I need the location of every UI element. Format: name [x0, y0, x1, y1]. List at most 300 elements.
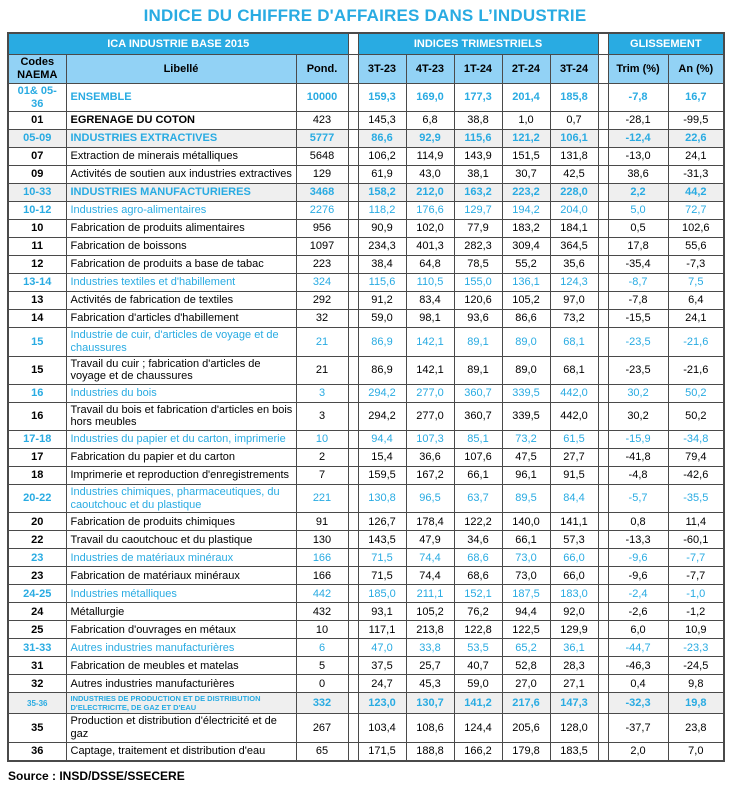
cell-2t24: 151,5: [502, 148, 550, 166]
cell-label: EGRENAGE DU COTON: [66, 112, 296, 130]
table-row: [8, 639, 724, 657]
cell-label: Fabrication de produits alimentaires: [66, 220, 296, 238]
cell-4t23: 43,0: [406, 166, 454, 184]
cell-an: -7,3: [668, 256, 724, 274]
cell-label: ENSEMBLE: [66, 84, 296, 112]
cell-an: 23,8: [668, 714, 724, 742]
cell-trim: -8,7: [608, 274, 668, 292]
cell-3t23: 115,6: [358, 274, 406, 292]
cell-4t23: 110,5: [406, 274, 454, 292]
cell-trim: -15,5: [608, 310, 668, 328]
column-gap: [598, 549, 608, 567]
cell-an: -7,7: [668, 549, 724, 567]
cell-pond: 21: [296, 328, 348, 356]
cell-label: Fabrication de boissons: [66, 238, 296, 256]
cell-pond: 5648: [296, 148, 348, 166]
column-gap: [348, 328, 358, 356]
cell-3t23: 185,0: [358, 585, 406, 603]
cell-pond: 2276: [296, 202, 348, 220]
cell-label: Autres industries manufacturières: [66, 675, 296, 693]
cell-code: 22: [8, 531, 66, 549]
cell-3t24: 129,9: [550, 621, 598, 639]
cell-pond: 166: [296, 567, 348, 585]
cell-2t24: 66,1: [502, 531, 550, 549]
cell-2t24: 94,4: [502, 603, 550, 621]
cell-trim: 30,2: [608, 384, 668, 402]
cell-label: Industries chimiques, pharmaceutiques, du caoutchouc et du plastique: [66, 485, 296, 513]
table-row: [8, 467, 724, 485]
cell-3t23: 24,7: [358, 675, 406, 693]
column-gap: [348, 274, 358, 292]
cell-3t24: 27,7: [550, 449, 598, 467]
column-gap: [598, 220, 608, 238]
cell-3t23: 145,3: [358, 112, 406, 130]
cell-4t23: 178,4: [406, 513, 454, 531]
cell-label: Industries du bois: [66, 384, 296, 402]
cell-1t24: 34,6: [454, 531, 502, 549]
cell-pond: 432: [296, 603, 348, 621]
table-row: [8, 714, 724, 742]
cell-3t24: 92,0: [550, 603, 598, 621]
column-gap: [348, 603, 358, 621]
cell-4t23: 6,8: [406, 112, 454, 130]
cell-3t23: 117,1: [358, 621, 406, 639]
cell-code: 09: [8, 166, 66, 184]
cell-1t24: 122,8: [454, 621, 502, 639]
table-row: [8, 130, 724, 148]
cell-an: 16,7: [668, 84, 724, 112]
cell-pond: 267: [296, 714, 348, 742]
cell-4t23: 114,9: [406, 148, 454, 166]
column-gap: [348, 384, 358, 402]
cell-1t24: 360,7: [454, 402, 502, 430]
cell-2t24: 223,2: [502, 184, 550, 202]
cell-1t24: 76,2: [454, 603, 502, 621]
cell-code: 01& 05-36: [8, 84, 66, 112]
column-gap: [598, 431, 608, 449]
column-gap: [348, 485, 358, 513]
cell-label: Autres industries manufacturières: [66, 639, 296, 657]
cell-trim: -15,9: [608, 431, 668, 449]
cell-trim: 2,0: [608, 742, 668, 761]
group-header-base: ICA INDUSTRIE BASE 2015: [8, 33, 348, 55]
column-gap: [348, 55, 358, 84]
cell-pond: 956: [296, 220, 348, 238]
cell-4t23: 45,3: [406, 675, 454, 693]
table-row: [8, 356, 724, 384]
cell-code: 14: [8, 310, 66, 328]
cell-trim: 2,2: [608, 184, 668, 202]
cell-3t23: 86,6: [358, 130, 406, 148]
cell-1t24: 40,7: [454, 657, 502, 675]
cell-pond: 442: [296, 585, 348, 603]
cell-pond: 324: [296, 274, 348, 292]
cell-4t23: 130,7: [406, 693, 454, 714]
cell-3t24: 183,5: [550, 742, 598, 761]
cell-3t23: 143,5: [358, 531, 406, 549]
cell-pond: 292: [296, 292, 348, 310]
cell-2t24: 339,5: [502, 384, 550, 402]
cell-code: 25: [8, 621, 66, 639]
cell-trim: -9,6: [608, 549, 668, 567]
cell-3t23: 90,9: [358, 220, 406, 238]
cell-label: Fabrication de matériaux minéraux: [66, 567, 296, 585]
cell-3t23: 106,2: [358, 148, 406, 166]
cell-3t24: 106,1: [550, 130, 598, 148]
cell-3t24: 84,4: [550, 485, 598, 513]
cell-trim: -12,4: [608, 130, 668, 148]
cell-trim: -44,7: [608, 639, 668, 657]
cell-trim: -23,5: [608, 356, 668, 384]
cell-2t24: 55,2: [502, 256, 550, 274]
cell-3t24: 73,2: [550, 310, 598, 328]
cell-1t24: 89,1: [454, 356, 502, 384]
table-row: [8, 292, 724, 310]
table-row: [8, 238, 724, 256]
cell-an: 55,6: [668, 238, 724, 256]
table-row: [8, 485, 724, 513]
cell-code: 13-14: [8, 274, 66, 292]
cell-label: Fabrication de produits a base de tabac: [66, 256, 296, 274]
cell-label: Industrie de cuir, d'articles de voyage et de chaussures: [66, 328, 296, 356]
column-gap: [598, 33, 608, 55]
cell-code: 24: [8, 603, 66, 621]
column-gap: [598, 148, 608, 166]
cell-trim: -9,6: [608, 567, 668, 585]
cell-3t24: 28,3: [550, 657, 598, 675]
cell-1t24: 152,1: [454, 585, 502, 603]
cell-code: 20: [8, 513, 66, 531]
cell-code: 16: [8, 384, 66, 402]
cell-2t24: 96,1: [502, 467, 550, 485]
cell-an: 7,0: [668, 742, 724, 761]
cell-pond: 10000: [296, 84, 348, 112]
cell-code: 24-25: [8, 585, 66, 603]
cell-3t23: 38,4: [358, 256, 406, 274]
column-gap: [348, 693, 358, 714]
cell-3t24: 124,3: [550, 274, 598, 292]
cell-3t23: 15,4: [358, 449, 406, 467]
cell-an: -21,6: [668, 328, 724, 356]
cell-4t23: 401,3: [406, 238, 454, 256]
cell-3t23: 294,2: [358, 402, 406, 430]
cell-an: 7,5: [668, 274, 724, 292]
cell-1t24: 115,6: [454, 130, 502, 148]
cell-1t24: 177,3: [454, 84, 502, 112]
cell-pond: 130: [296, 531, 348, 549]
cell-1t24: 163,2: [454, 184, 502, 202]
cell-3t24: 128,0: [550, 714, 598, 742]
column-gap: [598, 742, 608, 761]
cell-2t24: 73,0: [502, 549, 550, 567]
table-row: [8, 449, 724, 467]
cell-3t24: 204,0: [550, 202, 598, 220]
cell-code: 31-33: [8, 639, 66, 657]
cell-4t23: 169,0: [406, 84, 454, 112]
cell-an: -35,5: [668, 485, 724, 513]
table-row: [8, 567, 724, 585]
cell-3t24: 183,0: [550, 585, 598, 603]
cell-2t24: 140,0: [502, 513, 550, 531]
cell-label: Activités de fabrication de textiles: [66, 292, 296, 310]
column-gap: [348, 356, 358, 384]
cell-pond: 129: [296, 166, 348, 184]
cell-3t23: 37,5: [358, 657, 406, 675]
group-header-glissement: GLISSEMENT: [608, 33, 724, 55]
column-gap: [598, 166, 608, 184]
cell-1t24: 38,8: [454, 112, 502, 130]
cell-code: 32: [8, 675, 66, 693]
ica-indices-table: [7, 32, 725, 762]
cell-an: -31,3: [668, 166, 724, 184]
cell-label: Fabrication d'articles d'habillement: [66, 310, 296, 328]
column-gap: [598, 202, 608, 220]
cell-code: 10: [8, 220, 66, 238]
cell-2t24: 205,6: [502, 714, 550, 742]
cell-2t24: 179,8: [502, 742, 550, 761]
cell-an: 72,7: [668, 202, 724, 220]
cell-label: Fabrication de meubles et matelas: [66, 657, 296, 675]
cell-3t23: 103,4: [358, 714, 406, 742]
cell-4t23: 277,0: [406, 402, 454, 430]
cell-pond: 6: [296, 639, 348, 657]
cell-trim: 38,6: [608, 166, 668, 184]
column-header-an: An (%): [668, 55, 724, 84]
cell-1t24: 53,5: [454, 639, 502, 657]
cell-3t24: 36,1: [550, 639, 598, 657]
column-gap: [598, 256, 608, 274]
table-header: [8, 33, 724, 84]
table-row: [8, 675, 724, 693]
column-header-1t24: 1T-24: [454, 55, 502, 84]
cell-label: Fabrication du papier et du carton: [66, 449, 296, 467]
cell-pond: 1097: [296, 238, 348, 256]
cell-pond: 21: [296, 356, 348, 384]
cell-trim: -7,8: [608, 84, 668, 112]
cell-4t23: 188,8: [406, 742, 454, 761]
cell-pond: 10: [296, 621, 348, 639]
cell-an: -24,5: [668, 657, 724, 675]
cell-4t23: 108,6: [406, 714, 454, 742]
cell-pond: 10: [296, 431, 348, 449]
cell-3t24: 0,7: [550, 112, 598, 130]
cell-an: 50,2: [668, 402, 724, 430]
cell-3t24: 97,0: [550, 292, 598, 310]
cell-code: 01: [8, 112, 66, 130]
cell-3t23: 294,2: [358, 384, 406, 402]
cell-3t24: 68,1: [550, 356, 598, 384]
cell-3t24: 442,0: [550, 384, 598, 402]
cell-1t24: 122,2: [454, 513, 502, 531]
cell-code: 35-36: [8, 693, 66, 714]
column-gap: [598, 675, 608, 693]
cell-3t24: 364,5: [550, 238, 598, 256]
cell-4t23: 74,4: [406, 567, 454, 585]
cell-code: 23: [8, 567, 66, 585]
cell-an: 11,4: [668, 513, 724, 531]
column-gap: [348, 148, 358, 166]
column-gap: [598, 184, 608, 202]
cell-pond: 3: [296, 384, 348, 402]
cell-an: 10,9: [668, 621, 724, 639]
cell-2t24: 194,2: [502, 202, 550, 220]
cell-3t23: 86,9: [358, 328, 406, 356]
table-row: [8, 274, 724, 292]
cell-pond: 423: [296, 112, 348, 130]
cell-3t24: 228,0: [550, 184, 598, 202]
column-header-pond: Pond.: [296, 55, 348, 84]
cell-pond: 5777: [296, 130, 348, 148]
cell-4t23: 64,8: [406, 256, 454, 274]
cell-3t23: 61,9: [358, 166, 406, 184]
column-gap: [598, 513, 608, 531]
cell-1t24: 120,6: [454, 292, 502, 310]
cell-trim: -37,7: [608, 714, 668, 742]
cell-code: 07: [8, 148, 66, 166]
cell-an: -1,2: [668, 603, 724, 621]
cell-2t24: 183,2: [502, 220, 550, 238]
cell-2t24: 339,5: [502, 402, 550, 430]
column-gap: [348, 657, 358, 675]
column-gap: [348, 402, 358, 430]
table-row: [8, 431, 724, 449]
cell-code: 18: [8, 467, 66, 485]
cell-code: 23: [8, 549, 66, 567]
cell-label: INDUSTRIES DE PRODUCTION ET DE DISTRIBUTION D'ELECTRICITE, DE GAZ ET D'EAU: [66, 693, 296, 714]
column-gap: [598, 130, 608, 148]
table-row: [8, 84, 724, 112]
cell-2t24: 89,0: [502, 328, 550, 356]
cell-3t24: 68,1: [550, 328, 598, 356]
column-gap: [348, 220, 358, 238]
cell-label: Fabrication de produits chimiques: [66, 513, 296, 531]
column-header-2t24: 2T-24: [502, 55, 550, 84]
cell-4t23: 47,9: [406, 531, 454, 549]
cell-1t24: 77,9: [454, 220, 502, 238]
column-gap: [598, 112, 608, 130]
cell-label: Industries métalliques: [66, 585, 296, 603]
cell-trim: 0,5: [608, 220, 668, 238]
column-gap: [348, 714, 358, 742]
table-row: [8, 549, 724, 567]
source-note: Source : INSD/DSSE/SSECERE: [8, 768, 185, 783]
column-gap: [348, 256, 358, 274]
cell-label: Fabrication d'ouvrages en métaux: [66, 621, 296, 639]
cell-3t24: 66,0: [550, 567, 598, 585]
cell-pond: 65: [296, 742, 348, 761]
cell-trim: 5,0: [608, 202, 668, 220]
cell-1t24: 124,4: [454, 714, 502, 742]
cell-4t23: 176,6: [406, 202, 454, 220]
cell-trim: -32,3: [608, 693, 668, 714]
table-row: [8, 220, 724, 238]
column-gap: [348, 549, 358, 567]
cell-pond: 7: [296, 467, 348, 485]
cell-code: 16: [8, 402, 66, 430]
table-row: [8, 657, 724, 675]
cell-label: Industries textiles et d'habillement: [66, 274, 296, 292]
cell-2t24: 73,2: [502, 431, 550, 449]
table-row: [8, 202, 724, 220]
cell-3t24: 61,5: [550, 431, 598, 449]
cell-trim: -2,6: [608, 603, 668, 621]
cell-2t24: 30,7: [502, 166, 550, 184]
column-gap: [348, 675, 358, 693]
cell-4t23: 83,4: [406, 292, 454, 310]
cell-3t24: 42,5: [550, 166, 598, 184]
table-row: [8, 384, 724, 402]
cell-1t24: 78,5: [454, 256, 502, 274]
cell-trim: -41,8: [608, 449, 668, 467]
cell-3t24: 27,1: [550, 675, 598, 693]
cell-3t24: 66,0: [550, 549, 598, 567]
cell-1t24: 93,6: [454, 310, 502, 328]
cell-label: Industries de matériaux minéraux: [66, 549, 296, 567]
cell-trim: -46,3: [608, 657, 668, 675]
cell-4t23: 142,1: [406, 328, 454, 356]
cell-1t24: 38,1: [454, 166, 502, 184]
column-header-3t23: 3T-23: [358, 55, 406, 84]
cell-3t24: 35,6: [550, 256, 598, 274]
cell-trim: -2,4: [608, 585, 668, 603]
column-header-libelle: Libellé: [66, 55, 296, 84]
cell-pond: 32: [296, 310, 348, 328]
cell-3t23: 234,3: [358, 238, 406, 256]
cell-4t23: 167,2: [406, 467, 454, 485]
cell-label: Industries agro-alimentaires: [66, 202, 296, 220]
cell-pond: 221: [296, 485, 348, 513]
column-gap: [598, 328, 608, 356]
cell-pond: 166: [296, 549, 348, 567]
cell-3t23: 158,2: [358, 184, 406, 202]
column-gap: [348, 84, 358, 112]
cell-trim: 17,8: [608, 238, 668, 256]
column-gap: [348, 585, 358, 603]
cell-2t24: 201,4: [502, 84, 550, 112]
cell-trim: -13,3: [608, 531, 668, 549]
cell-label: INDUSTRIES EXTRACTIVES: [66, 130, 296, 148]
cell-3t24: 57,3: [550, 531, 598, 549]
table-row: [8, 621, 724, 639]
cell-label: Extraction de minerais métalliques: [66, 148, 296, 166]
cell-1t24: 143,9: [454, 148, 502, 166]
column-gap: [598, 567, 608, 585]
cell-4t23: 92,9: [406, 130, 454, 148]
table-row: [8, 585, 724, 603]
column-gap: [348, 431, 358, 449]
cell-3t23: 93,1: [358, 603, 406, 621]
cell-trim: -13,0: [608, 148, 668, 166]
cell-pond: 223: [296, 256, 348, 274]
cell-an: 19,8: [668, 693, 724, 714]
column-gap: [598, 310, 608, 328]
cell-2t24: 1,0: [502, 112, 550, 130]
cell-an: -23,3: [668, 639, 724, 657]
cell-4t23: 277,0: [406, 384, 454, 402]
cell-3t24: 147,3: [550, 693, 598, 714]
cell-an: -42,6: [668, 467, 724, 485]
cell-trim: -28,1: [608, 112, 668, 130]
cell-3t23: 130,8: [358, 485, 406, 513]
cell-pond: 3: [296, 402, 348, 430]
column-gap: [348, 742, 358, 761]
cell-1t24: 282,3: [454, 238, 502, 256]
cell-pond: 5: [296, 657, 348, 675]
column-gap: [598, 531, 608, 549]
column-gap: [348, 184, 358, 202]
cell-3t24: 131,8: [550, 148, 598, 166]
column-gap: [598, 292, 608, 310]
